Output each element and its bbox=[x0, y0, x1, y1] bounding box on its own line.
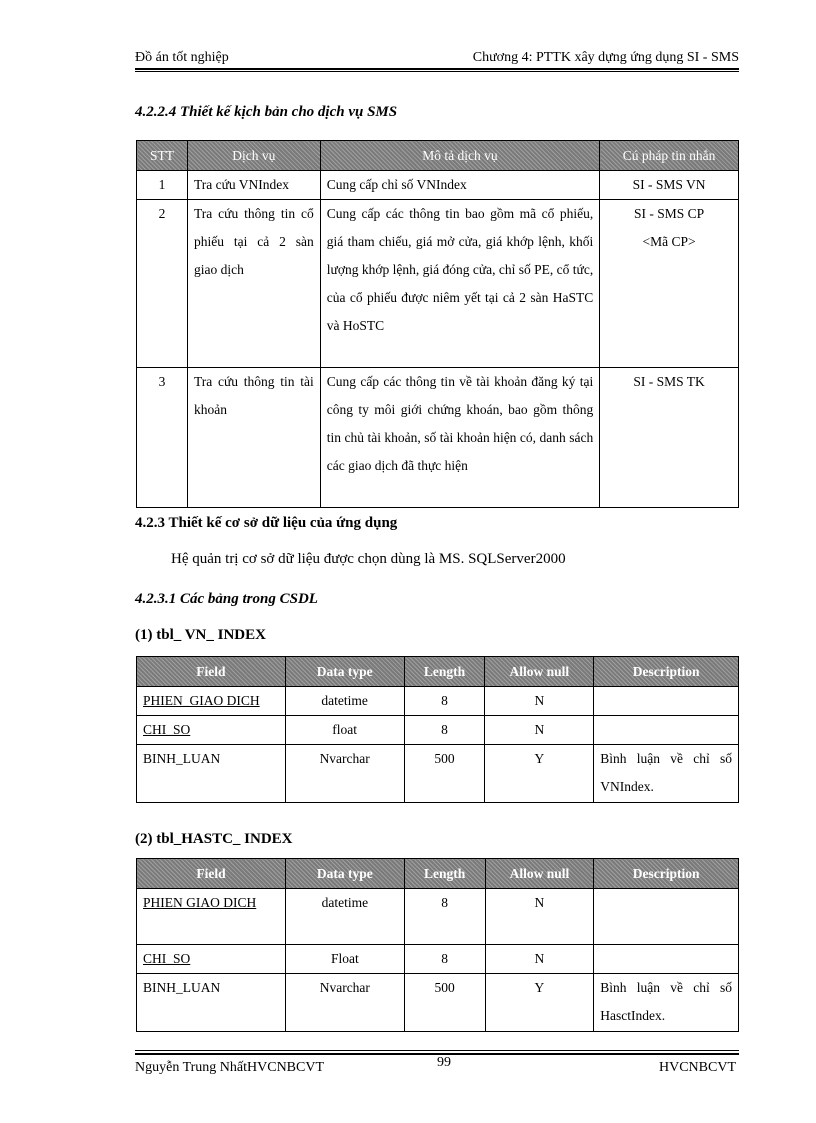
col-length: Length bbox=[404, 859, 485, 889]
desc-cell: Bình luận về chỉ số VNIndex. bbox=[594, 745, 739, 803]
table-row bbox=[137, 945, 739, 974]
field-cell bbox=[137, 716, 286, 745]
null-cell: N bbox=[485, 716, 594, 745]
table-row bbox=[137, 368, 739, 508]
service-cell: Tra cứu thông tin cổ phiếu tại cả 2 sàn giao dịch bbox=[187, 200, 320, 368]
table-row bbox=[137, 687, 739, 716]
table2-caption: (2) tbl_HASTC_ INDEX bbox=[135, 831, 293, 847]
table-row bbox=[137, 171, 739, 200]
section-423-title: 4.2.3 Thiết kế cơ sở dữ liệu của ứng dụng bbox=[135, 515, 398, 531]
desc-cell bbox=[594, 687, 739, 716]
table-row bbox=[137, 974, 739, 1032]
length-cell: 8 bbox=[404, 945, 485, 974]
type-cell: Nvarchar bbox=[285, 974, 404, 1032]
field-name: PHIEN GIAO DICH bbox=[143, 895, 257, 910]
col-syntax: Cú pháp tin nhắn bbox=[600, 141, 739, 171]
service-cell: Tra cứu thông tin tài khoản bbox=[187, 368, 320, 508]
footer-left: Nguyễn Trung NhấtHVCNBCVT bbox=[135, 1060, 325, 1075]
null-cell: Y bbox=[485, 974, 594, 1032]
table-row bbox=[137, 716, 739, 745]
length-cell: 500 bbox=[404, 745, 485, 803]
section-4224-title: 4.2.2.4 Thiết kế kịch bản cho dịch vụ SMS bbox=[135, 104, 398, 120]
page-number: 99 bbox=[437, 1055, 451, 1070]
type-cell: datetime bbox=[285, 687, 404, 716]
section-4231-title: 4.2.3.1 Các bảng trong CSDL bbox=[135, 591, 318, 607]
null-cell: N bbox=[485, 889, 594, 945]
type-cell: Nvarchar bbox=[285, 745, 404, 803]
syntax-line-2: <Mã CP> bbox=[642, 234, 696, 249]
col-stt: STT bbox=[137, 141, 188, 171]
syntax-cell: SI - SMS VN bbox=[600, 171, 739, 200]
length-cell: 500 bbox=[404, 974, 485, 1032]
table-row bbox=[137, 889, 739, 945]
services-header-row bbox=[137, 141, 739, 171]
header-left: Đồ án tốt nghiệp bbox=[135, 50, 229, 65]
table1-caption: (1) tbl_ VN_ INDEX bbox=[135, 627, 266, 643]
syntax-cell: SI - SMS TK bbox=[600, 368, 739, 508]
col-data-type: Data type bbox=[285, 859, 404, 889]
header-right: Chương 4: PTTK xây dựng ứng dụng SI - SMS bbox=[472, 50, 739, 65]
null-cell: N bbox=[485, 687, 594, 716]
field-cell bbox=[137, 687, 286, 716]
header-rule bbox=[135, 68, 739, 70]
field-cell: BINH_LUAN bbox=[137, 745, 286, 803]
desc-cell bbox=[594, 945, 739, 974]
field-name: CHI_SO bbox=[143, 722, 191, 737]
col-field: Field bbox=[137, 657, 286, 687]
syntax-cell bbox=[600, 200, 739, 368]
desc-cell: Cung cấp chỉ số VNIndex bbox=[320, 171, 599, 200]
col-description: Description bbox=[594, 657, 739, 687]
field-cell: BINH_LUAN bbox=[137, 974, 286, 1032]
desc-cell bbox=[594, 889, 739, 945]
null-cell: N bbox=[485, 945, 594, 974]
field-cell bbox=[137, 889, 286, 945]
col-length: Length bbox=[404, 657, 485, 687]
stt-cell: 3 bbox=[137, 368, 188, 508]
field-name: PHIEN_GIAO DICH bbox=[143, 693, 260, 708]
services-table bbox=[136, 140, 739, 508]
footer-right: HVCNBCVT bbox=[658, 1060, 736, 1075]
header-rule-thin bbox=[135, 71, 739, 72]
col-desc: Mô tả dịch vụ bbox=[320, 141, 599, 171]
desc-cell bbox=[594, 716, 739, 745]
stt-cell: 2 bbox=[137, 200, 188, 368]
desc-cell: Cung cấp các thông tin về tài khoản đăng ký tại công ty môi giới chứng khoán, bao gồm thông tin chủ tài khoản, số tài khoản hiện có, danh sách các giao dịch đã thực hiện bbox=[320, 368, 599, 508]
type-cell: datetime bbox=[285, 889, 404, 945]
field-name: CHI_SO bbox=[143, 951, 191, 966]
table1-header-row bbox=[137, 657, 739, 687]
table2-header-row bbox=[137, 859, 739, 889]
type-cell: float bbox=[285, 716, 404, 745]
table-row bbox=[137, 745, 739, 803]
desc-cell: Cung cấp các thông tin bao gồm mã cổ phiếu, giá tham chiếu, giá mở cửa, giá khớp lệnh, khối lượng khớp lệnh, giá đóng cửa, chỉ số PE, cổ tức, của cổ phiếu được niêm yết tại cả 2 sàn HaSTC và HoSTC bbox=[320, 200, 599, 368]
col-service: Dịch vụ bbox=[187, 141, 320, 171]
col-field: Field bbox=[137, 859, 286, 889]
tbl-hastc-index bbox=[136, 858, 739, 1032]
type-cell: Float bbox=[285, 945, 404, 974]
null-cell: Y bbox=[485, 745, 594, 803]
col-description: Description bbox=[594, 859, 739, 889]
tbl-vn-index bbox=[136, 656, 739, 803]
desc-cell: Bình luận về chỉ số HasctIndex. bbox=[594, 974, 739, 1032]
stt-cell: 1 bbox=[137, 171, 188, 200]
length-cell: 8 bbox=[404, 687, 485, 716]
db-paragraph: Hệ quản trị cơ sở dữ liệu được chọn dùng là MS. SQLServer2000 bbox=[171, 551, 566, 567]
field-cell bbox=[137, 945, 286, 974]
footer-rule-thin bbox=[135, 1050, 739, 1051]
col-allow-null: Allow null bbox=[485, 657, 594, 687]
col-allow-null: Allow null bbox=[485, 859, 594, 889]
syntax-line-1: SI - SMS CP bbox=[634, 206, 705, 221]
length-cell: 8 bbox=[404, 716, 485, 745]
service-cell: Tra cứu VNIndex bbox=[187, 171, 320, 200]
length-cell: 8 bbox=[404, 889, 485, 945]
col-data-type: Data type bbox=[285, 657, 404, 687]
table-row bbox=[137, 200, 739, 368]
